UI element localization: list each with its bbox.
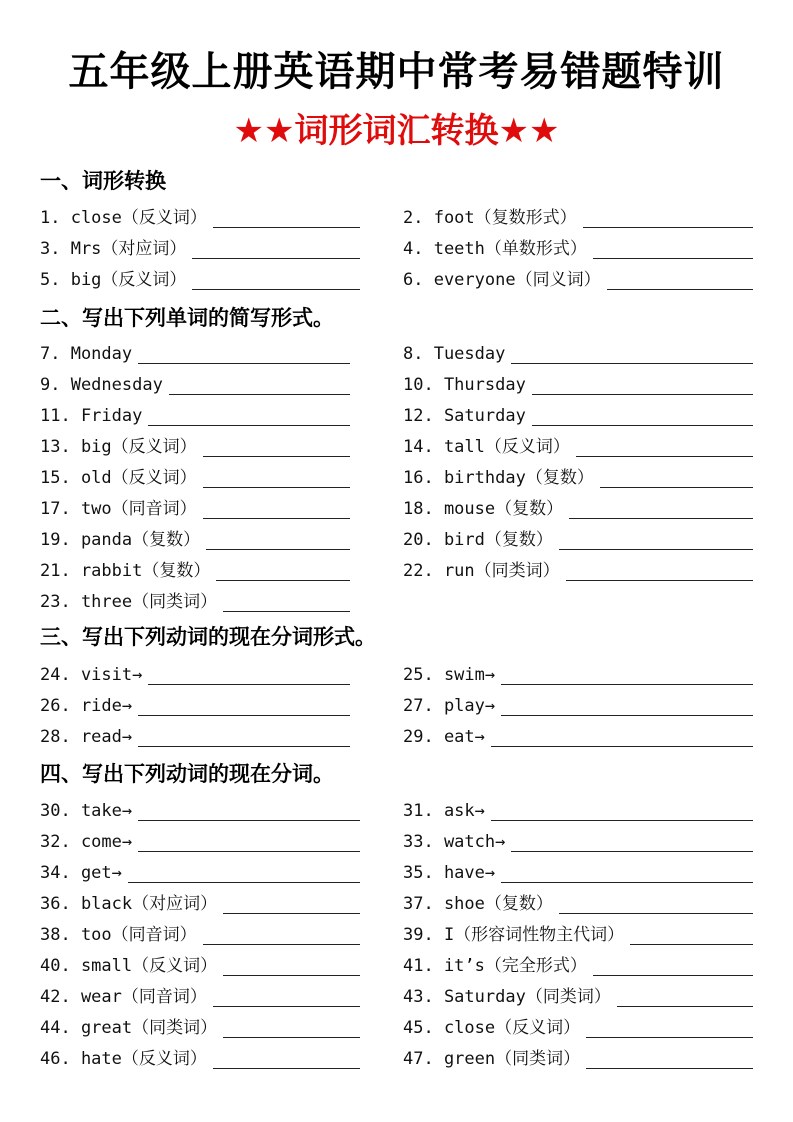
- question-label: 19. panda（复数）: [40, 530, 201, 550]
- question-32: [40, 828, 360, 856]
- answer-blank[interactable]: [206, 548, 350, 550]
- question-label: 34. get→: [40, 863, 122, 883]
- question-label: 29. eat→: [403, 727, 485, 747]
- question-label: 8. Tuesday: [403, 344, 506, 364]
- question-28: [40, 723, 350, 751]
- answer-blank[interactable]: [223, 974, 360, 976]
- question-10: [403, 371, 753, 399]
- answer-blank[interactable]: [491, 745, 753, 747]
- answer-blank[interactable]: [192, 288, 360, 290]
- question-label: 47. green（同类词）: [403, 1049, 581, 1069]
- question-13: [40, 433, 350, 461]
- question-label: 6. everyone（同义词）: [403, 270, 601, 290]
- question-8: [403, 340, 753, 368]
- answer-blank[interactable]: [148, 424, 350, 426]
- question-label: 46. hate（反义词）: [40, 1049, 207, 1069]
- question-5: [40, 266, 360, 294]
- question-25: [403, 661, 753, 689]
- question-36: [40, 890, 360, 918]
- question-35: [403, 859, 753, 887]
- question-label: 10. Thursday: [403, 375, 526, 395]
- question-label: 43. Saturday（同类词）: [403, 987, 611, 1007]
- question-label: 18. mouse（复数）: [403, 499, 564, 519]
- question-31: [403, 797, 753, 825]
- answer-blank[interactable]: [511, 850, 753, 852]
- question-17: [40, 495, 350, 523]
- question-label: 20. bird（复数）: [403, 530, 553, 550]
- answer-blank[interactable]: [216, 579, 350, 581]
- answer-blank[interactable]: [501, 683, 753, 685]
- question-30: [40, 797, 360, 825]
- question-label: 33. watch→: [403, 832, 506, 852]
- question-42: [40, 983, 360, 1011]
- question-label: 38. too（同音词）: [40, 925, 197, 945]
- question-16: [403, 464, 753, 492]
- answer-blank[interactable]: [138, 745, 350, 747]
- answer-blank[interactable]: [501, 714, 753, 716]
- question-label: 13. big（反义词）: [40, 437, 197, 457]
- question-12: [403, 402, 753, 430]
- answer-blank[interactable]: [593, 974, 753, 976]
- question-39: [403, 921, 753, 949]
- section-heading-1: 一、词形转换: [40, 169, 166, 193]
- section-heading-3: 三、写出下列动词的现在分词形式。: [40, 625, 376, 649]
- answer-blank[interactable]: [169, 393, 350, 395]
- answer-blank[interactable]: [593, 257, 753, 259]
- question-label: 2. foot（复数形式）: [403, 208, 577, 228]
- question-label: 42. wear（同音词）: [40, 987, 207, 1007]
- question-label: 9. Wednesday: [40, 375, 163, 395]
- question-14: [403, 433, 753, 461]
- question-label: 3. Mrs（对应词）: [40, 239, 187, 259]
- answer-blank[interactable]: [213, 1005, 360, 1007]
- answer-blank[interactable]: [576, 455, 753, 457]
- question-9: [40, 371, 350, 399]
- answer-blank[interactable]: [223, 912, 360, 914]
- question-label: 37. shoe（复数）: [403, 894, 553, 914]
- answer-blank[interactable]: [511, 362, 753, 364]
- question-label: 26. ride→: [40, 696, 133, 716]
- question-43: [403, 983, 753, 1011]
- answer-blank[interactable]: [128, 881, 360, 883]
- answer-blank[interactable]: [607, 288, 753, 290]
- question-46: [40, 1045, 360, 1073]
- question-19: [40, 526, 350, 554]
- question-label: 28. read→: [40, 727, 133, 747]
- question-4: [403, 235, 753, 263]
- question-label: 4. teeth（单数形式）: [403, 239, 587, 259]
- question-23: [40, 588, 350, 616]
- answer-blank[interactable]: [491, 819, 753, 821]
- question-label: 31. ask→: [403, 801, 485, 821]
- answer-blank[interactable]: [138, 714, 350, 716]
- question-45: [403, 1014, 753, 1042]
- question-15: [40, 464, 350, 492]
- answer-blank[interactable]: [223, 1036, 360, 1038]
- section-heading-2: 二、写出下列单词的简写形式。: [40, 306, 334, 330]
- question-label: 39. I（形容词性物主代词）: [403, 925, 625, 945]
- answer-blank[interactable]: [148, 683, 350, 685]
- answer-blank[interactable]: [586, 1067, 753, 1069]
- question-47: [403, 1045, 753, 1073]
- question-label: 15. old（反义词）: [40, 468, 197, 488]
- answer-blank[interactable]: [501, 881, 753, 883]
- question-label: 44. great（同类词）: [40, 1018, 218, 1038]
- question-label: 7. Monday: [40, 344, 133, 364]
- answer-blank[interactable]: [213, 226, 360, 228]
- question-label: 1. close（反义词）: [40, 208, 207, 228]
- section-heading-4: 四、写出下列动词的现在分词。: [40, 762, 334, 786]
- answer-blank[interactable]: [203, 455, 350, 457]
- answer-blank[interactable]: [569, 517, 753, 519]
- question-label: 14. tall（反义词）: [403, 437, 570, 457]
- question-34: [40, 859, 360, 887]
- answer-blank[interactable]: [223, 610, 350, 612]
- question-1: [40, 204, 360, 232]
- answer-blank[interactable]: [203, 943, 360, 945]
- answer-blank[interactable]: [138, 850, 360, 852]
- answer-blank[interactable]: [600, 486, 753, 488]
- question-33: [403, 828, 753, 856]
- question-label: 5. big（反义词）: [40, 270, 187, 290]
- question-label: 21. rabbit（复数）: [40, 561, 211, 581]
- question-label: 36. black（对应词）: [40, 894, 218, 914]
- answer-blank[interactable]: [138, 819, 360, 821]
- question-label: 12. Saturday: [403, 406, 526, 426]
- question-3: [40, 235, 360, 263]
- question-label: 11. Friday: [40, 406, 143, 426]
- answer-blank[interactable]: [138, 362, 350, 364]
- question-37: [403, 890, 753, 918]
- answer-blank[interactable]: [203, 517, 350, 519]
- question-44: [40, 1014, 360, 1042]
- answer-blank[interactable]: [532, 393, 753, 395]
- question-38: [40, 921, 360, 949]
- question-label: 16. birthday（复数）: [403, 468, 594, 488]
- answer-blank[interactable]: [586, 1036, 753, 1038]
- question-label: 24. visit→: [40, 665, 143, 685]
- question-label: 25. swim→: [403, 665, 496, 685]
- answer-blank[interactable]: [617, 1005, 753, 1007]
- page-title: 五年级上册英语期中常考易错题特训: [68, 49, 725, 95]
- question-22: [403, 557, 753, 585]
- question-label: 32. come→: [40, 832, 133, 852]
- page-subtitle: ★★词形词汇转换★★: [233, 111, 560, 151]
- answer-blank[interactable]: [559, 912, 753, 914]
- answer-blank[interactable]: [566, 579, 753, 581]
- question-18: [403, 495, 753, 523]
- answer-blank[interactable]: [630, 943, 753, 945]
- question-41: [403, 952, 753, 980]
- answer-blank[interactable]: [192, 257, 360, 259]
- question-label: 40. small（反义词）: [40, 956, 218, 976]
- question-label: 35. have→: [403, 863, 496, 883]
- question-label: 22. run（同类词）: [403, 561, 560, 581]
- question-label: 41. it’s（完全形式）: [403, 956, 587, 976]
- question-label: 17. two（同音词）: [40, 499, 197, 519]
- question-20: [403, 526, 753, 554]
- answer-blank[interactable]: [203, 486, 350, 488]
- question-27: [403, 692, 753, 720]
- question-2: [403, 204, 753, 232]
- question-26: [40, 692, 350, 720]
- answer-blank[interactable]: [559, 548, 753, 550]
- answer-blank[interactable]: [583, 226, 753, 228]
- question-6: [403, 266, 753, 294]
- question-24: [40, 661, 350, 689]
- question-label: 27. play→: [403, 696, 496, 716]
- question-21: [40, 557, 350, 585]
- question-label: 30. take→: [40, 801, 133, 821]
- answer-blank[interactable]: [213, 1067, 360, 1069]
- question-label: 23. three（同类词）: [40, 592, 218, 612]
- question-40: [40, 952, 360, 980]
- question-11: [40, 402, 350, 430]
- question-7: [40, 340, 350, 368]
- answer-blank[interactable]: [532, 424, 753, 426]
- question-label: 45. close（反义词）: [403, 1018, 581, 1038]
- question-29: [403, 723, 753, 751]
